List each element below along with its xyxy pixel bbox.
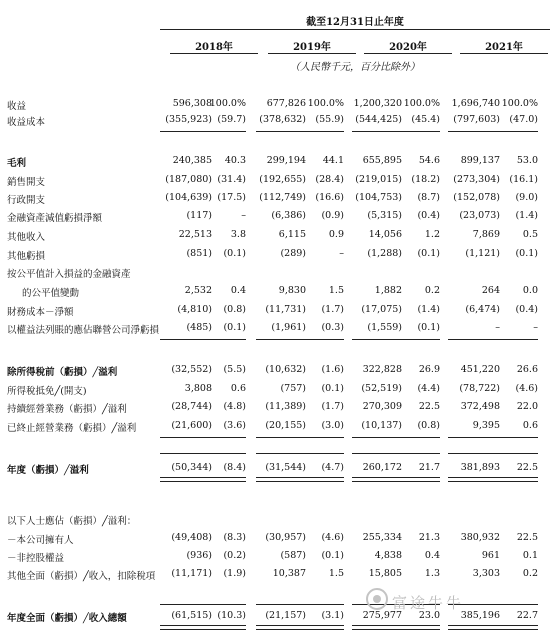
amount-cell: (355,923) [165,114,212,125]
percent-cell: 0.2 [522,568,538,579]
total-double-rule [160,477,246,482]
percent-cell: 26.9 [418,364,440,375]
percent-cell: 1.5 [328,568,344,579]
percent-cell: 22.5 [516,462,538,473]
row-label: 金融資產減值虧損淨額 [7,213,103,224]
amount-cell: (104,753) [355,192,402,203]
percent-cell: (3.0) [321,420,344,431]
percent-cell: 26.6 [516,364,538,375]
table-row [0,383,560,398]
amount-cell: 14,056 [368,229,402,240]
amount-cell: (6,474) [465,304,500,315]
row-label: 財務成本－淨額 [7,307,74,318]
table-row [0,420,560,435]
row-label: 其他全面（虧損）╱收入，扣除稅項 [7,571,156,582]
subtotal-rule [160,339,246,340]
percent-cell: 44.1 [322,155,344,166]
amount-cell: 1,200,320 [353,98,402,109]
percent-cell: (0.1) [321,383,344,394]
percent-cell: 100.0% [209,98,246,109]
amount-cell: 655,895 [362,155,402,166]
percent-cell: 22.0 [516,401,538,412]
percent-cell: (3.1) [321,610,344,621]
row-label: 所得稅抵免╱(開支) [7,386,87,397]
amount-cell: 299,194 [266,155,306,166]
row-label: 毛利 [7,158,27,169]
percent-cell: (55.9) [315,114,344,125]
subtotal-rule [352,131,440,132]
percent-cell: 0.6 [230,383,246,394]
percent-cell: 100.0% [501,98,538,109]
amount-cell: 4,838 [374,550,402,561]
amount-cell: 2,532 [184,285,212,296]
amount-cell: (49,408) [171,532,212,543]
year-rule-2019 [268,53,356,54]
percent-cell: (10.3) [217,610,246,621]
amount-cell: (219,015) [355,174,402,185]
amount-cell: 899,137 [460,155,500,166]
amount-cell: (30,957) [265,532,306,543]
percent-cell: 0.4 [424,550,440,561]
year-rule-2021 [460,53,548,54]
amount-cell: (273,304) [453,174,500,185]
amount-cell: (23,073) [459,210,500,221]
percent-cell: (45.4) [411,114,440,125]
percent-cell: 3.8 [230,229,246,240]
amount-cell: – [495,322,500,333]
total-rule [256,604,344,605]
row-label: 以下人士應佔（虧損）╱溢利： [7,516,137,527]
amount-cell: (1,288) [367,248,402,259]
subtotal-rule [160,437,246,438]
amount-cell: (31,544) [265,462,306,473]
amount-cell: 3,303 [472,568,500,579]
amount-cell: (11,731) [265,304,306,315]
percent-cell: 0.0 [522,285,538,296]
amount-cell: (289) [280,248,306,259]
percent-cell: 0.1 [522,550,538,561]
amount-cell: (78,722) [459,383,500,394]
amount-cell: (485) [186,322,212,333]
percent-cell: (28.4) [315,174,344,185]
period-rule [160,29,550,30]
subtotal-rule [256,437,344,438]
percent-cell: 100.0% [403,98,440,109]
amount-cell: (32,552) [171,364,212,375]
table-row [0,98,560,113]
row-label: 的公平值變動 [22,288,80,299]
percent-cell: (5.5) [223,364,246,375]
amount-cell: (117) [186,210,212,221]
table-row [0,568,560,583]
amount-cell: 677,826 [266,98,306,109]
watermark-logo [366,588,388,610]
table-row [0,192,560,207]
table-row [0,322,560,337]
percent-cell: (31.4) [217,174,246,185]
percent-cell: (8.7) [417,192,440,203]
row-label: 收益成本 [7,117,46,128]
percent-cell: 0.2 [424,285,440,296]
row-label: －本公司擁有人 [7,535,74,546]
amount-cell: 6,115 [278,229,306,240]
total-rule [160,453,246,454]
percent-cell: (0.8) [417,420,440,431]
percent-cell: (0.8) [223,304,246,315]
amount-cell: (1,121) [465,248,500,259]
percent-cell: (0.1) [417,248,440,259]
percent-cell: (1.9) [223,568,246,579]
period-header: 截至12月31日止年度 [306,17,404,28]
percent-cell: (0.2) [223,550,246,561]
amount-cell: (21,157) [265,610,306,621]
row-label: －非控股權益 [7,553,65,564]
amount-cell: 596,308 [172,98,212,109]
table-row [0,610,560,625]
total-double-rule [256,477,344,482]
percent-cell: (8.4) [223,462,246,473]
table-row [0,304,560,319]
amount-cell: 275,977 [362,610,402,621]
percent-cell: 1.2 [424,229,440,240]
amount-cell: 260,172 [362,462,402,473]
percent-cell: (4.4) [417,383,440,394]
amount-cell: (544,425) [355,114,402,125]
amount-cell: (17,075) [361,304,402,315]
row-label: 已終止經營業務（虧損）╱溢利 [7,423,137,434]
percent-cell: – [339,248,344,259]
percent-cell: 1.5 [328,285,344,296]
amount-cell: 3,808 [184,383,212,394]
subtotal-rule [256,131,344,132]
amount-cell: 270,309 [362,401,402,412]
amount-cell: (20,155) [265,420,306,431]
row-label: 其他收入 [7,232,46,243]
row-label: 行政開支 [7,195,46,206]
amount-cell: (152,078) [453,192,500,203]
total-double-rule [352,625,440,630]
amount-cell: 9,395 [472,420,500,431]
amount-cell: (112,749) [259,192,306,203]
row-label: 銷售開支 [7,177,46,188]
amount-cell: (52,519) [361,383,402,394]
subtotal-rule [448,339,538,340]
subtotal-rule [448,437,538,438]
table-row [0,266,560,281]
amount-cell: (11,389) [265,401,306,412]
amount-cell: (21,600) [171,420,212,431]
subtotal-rule [448,131,538,132]
amount-cell: (587) [280,550,306,561]
amount-cell: 255,334 [362,532,402,543]
amount-cell: (11,171) [171,568,212,579]
total-double-rule [160,625,246,630]
total-rule [352,453,440,454]
percent-cell: – [533,322,538,333]
amount-cell: 372,498 [460,401,500,412]
table-row [0,229,560,244]
percent-cell: (1.7) [321,401,344,412]
amount-cell: 961 [481,550,500,561]
percent-cell: (4.6) [321,532,344,543]
unit-note: （人民幣千元，百分比除外） [290,62,420,73]
percent-cell: 21.7 [418,462,440,473]
amount-cell: (936) [186,550,212,561]
percent-cell: (1.7) [321,304,344,315]
amount-cell: 380,932 [460,532,500,543]
amount-cell: 22,513 [178,229,212,240]
table-row [0,462,560,477]
row-label: 收益 [7,101,27,112]
watermark: 富途牛牛 [392,594,465,612]
percent-cell: 0.4 [230,285,246,296]
table-row [0,364,560,379]
percent-cell: 22.5 [516,532,538,543]
percent-cell: (0.1) [321,550,344,561]
percent-cell: 53.0 [516,155,538,166]
amount-cell: (378,632) [259,114,306,125]
subtotal-rule [352,437,440,438]
amount-cell: (61,515) [171,610,212,621]
total-double-rule [256,625,344,630]
amount-cell: (10,632) [265,364,306,375]
row-label: 年度全面（虧損）╱收入總額 [7,613,127,624]
amount-cell: 7,869 [472,229,500,240]
percent-cell: (0.9) [321,210,344,221]
percent-cell: (4.8) [223,401,246,412]
subtotal-rule [256,339,344,340]
amount-cell: (757) [280,383,306,394]
percent-cell: 54.6 [418,155,440,166]
percent-cell: (4.7) [321,462,344,473]
percent-cell: (0.1) [417,322,440,333]
amount-cell: (4,810) [177,304,212,315]
amount-cell: 9,830 [278,285,306,296]
percent-cell: (0.1) [223,248,246,259]
amount-cell: (104,639) [165,192,212,203]
amount-cell: 264 [481,285,500,296]
percent-cell: (59.7) [217,114,246,125]
percent-cell: 0.5 [522,229,538,240]
percent-cell: (0.1) [515,248,538,259]
percent-cell: (18.2) [411,174,440,185]
percent-cell: – [241,210,246,221]
amount-cell: 15,805 [368,568,402,579]
table-row [0,285,560,300]
percent-cell: (3.6) [223,420,246,431]
table-row [0,155,560,170]
total-double-rule [448,625,538,630]
percent-cell: 22.7 [516,610,538,621]
year-header-2019: 2019年 [293,42,331,53]
amount-cell: (5,315) [367,210,402,221]
row-label: 按公平值計入損益的金融資產 [7,269,131,280]
year-rule-2018 [170,53,258,54]
percent-cell: (16.1) [509,174,538,185]
table-row [0,114,560,129]
total-double-rule [352,477,440,482]
percent-cell: 23.0 [418,610,440,621]
percent-cell: (0.1) [223,322,246,333]
year-header-2020: 2020年 [389,42,427,53]
amount-cell: 381,893 [460,462,500,473]
percent-cell: (1.4) [417,304,440,315]
percent-cell: (8.3) [223,532,246,543]
amount-cell: (6,386) [271,210,306,221]
amount-cell: (50,344) [171,462,212,473]
amount-cell: 385,196 [460,610,500,621]
table-row [0,550,560,565]
percent-cell: (9.0) [515,192,538,203]
row-label: 年度（虧損）╱溢利 [7,465,89,476]
amount-cell: 1,882 [374,285,402,296]
percent-cell: 22.5 [418,401,440,412]
table-row [0,532,560,547]
amount-cell: 322,828 [362,364,402,375]
total-double-rule [448,477,538,482]
amount-cell: (851) [186,248,212,259]
amount-cell: (192,655) [259,174,306,185]
percent-cell: (0.4) [515,304,538,315]
row-label: 持續經營業務（虧損）╱溢利 [7,404,127,415]
table-row [0,174,560,189]
amount-cell: (1,559) [367,322,402,333]
amount-cell: 240,385 [172,155,212,166]
percent-cell: 0.6 [522,420,538,431]
row-label: 除所得稅前（虧損）╱溢利 [7,367,118,378]
percent-cell: (1.6) [321,364,344,375]
total-rule [448,453,538,454]
amount-cell: (187,080) [165,174,212,185]
percent-cell: (0.3) [321,322,344,333]
row-label: 以權益法列賬的應佔聯營公司淨虧損 [7,325,160,336]
percent-cell: (17.5) [217,192,246,203]
total-rule [256,453,344,454]
amount-cell: (10,137) [361,420,402,431]
year-header-2021: 2021年 [485,42,523,53]
table-row [0,401,560,416]
year-rule-2020 [364,53,452,54]
year-header-2018: 2018年 [195,42,233,53]
row-label: 其他虧損 [7,251,46,262]
percent-cell: (47.0) [509,114,538,125]
amount-cell: 10,387 [272,568,306,579]
percent-cell: 0.9 [328,229,344,240]
percent-cell: 40.3 [224,155,246,166]
percent-cell: 21.3 [418,532,440,543]
amount-cell: (28,744) [171,401,212,412]
table-row [0,210,560,225]
percent-cell: (1.4) [515,210,538,221]
amount-cell: 451,220 [460,364,500,375]
percent-cell: 100.0% [307,98,344,109]
subtotal-rule [160,131,246,132]
subtotal-rule [352,339,440,340]
amount-cell: (797,603) [453,114,500,125]
table-row [0,513,560,528]
amount-cell: (1,961) [271,322,306,333]
percent-cell: (16.6) [315,192,344,203]
table-row [0,248,560,263]
total-rule [160,604,246,605]
amount-cell: 1,696,740 [451,98,500,109]
percent-cell: (4.6) [515,383,538,394]
percent-cell: (0.4) [417,210,440,221]
percent-cell: 1.3 [424,568,440,579]
